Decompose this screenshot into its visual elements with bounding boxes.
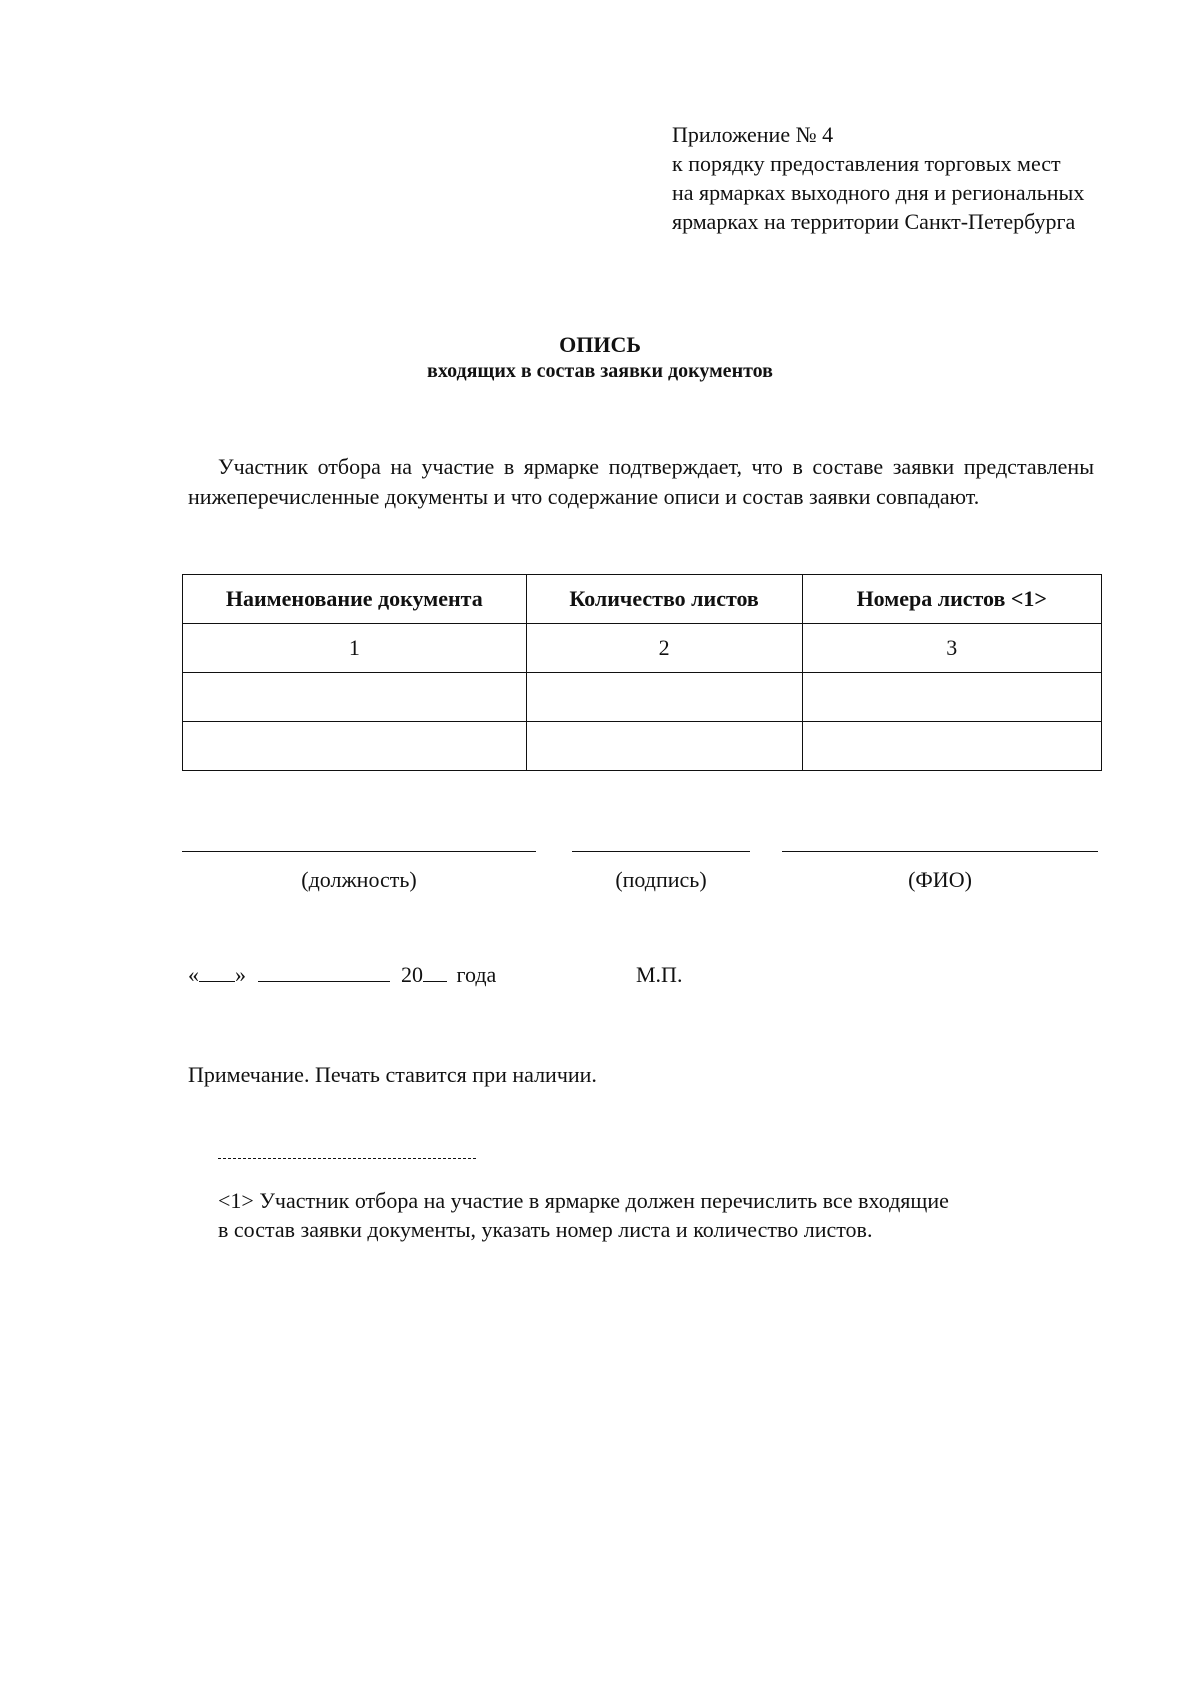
intro-paragraph: Участник отбора на участие в ярмарке подтверждает, что в составе заявки представлены нижеперечисленные документы и что содержание описи и состав заявки совпадают. (188, 454, 1094, 509)
appendix-line: на ярмарках выходного дня и региональных (672, 180, 1085, 205)
table-row (183, 722, 1102, 771)
open-quote: « (188, 962, 199, 987)
close-quote: » (235, 962, 246, 987)
footnote-line: в состав заявки документы, указать номер листа и количество листов. (218, 1217, 873, 1242)
day-blank (199, 963, 235, 982)
table-cell[interactable] (183, 673, 527, 722)
signature-line (572, 851, 750, 852)
table-cell[interactable] (802, 722, 1101, 771)
footnote-line: <1> Участник отбора на участие в ярмарке должен перечислить все входящие (218, 1188, 949, 1213)
note: Примечание. Печать ставится при наличии. (188, 1062, 597, 1087)
table-cell[interactable] (526, 722, 802, 771)
year-blank (423, 963, 447, 982)
appendix-line: Приложение № 4 (672, 122, 834, 147)
position-line (182, 851, 536, 852)
stamp-place: М.П. (636, 962, 683, 987)
column-header-count: Количество листов (526, 575, 802, 624)
table-cell[interactable] (802, 673, 1101, 722)
appendix-line: к порядку предоставления торговых мест (672, 151, 1061, 176)
column-header-name: Наименование документа (183, 575, 527, 624)
signature-label: (подпись) (615, 867, 707, 892)
year-prefix: 20 (401, 962, 423, 987)
footnote (218, 1186, 949, 1244)
column-number: 1 (183, 624, 527, 673)
month-blank (258, 963, 390, 982)
table-cell[interactable] (183, 722, 527, 771)
table-row (183, 673, 1102, 722)
table-header-row (183, 575, 1102, 624)
column-number: 3 (802, 624, 1101, 673)
appendix-line: ярмарках на территории Санкт-Петербурга (672, 209, 1076, 234)
name-line (782, 851, 1098, 852)
date-line (188, 962, 496, 988)
documents-table (182, 574, 1102, 771)
appendix-header (672, 120, 1084, 236)
year-suffix: года (456, 962, 497, 987)
footnote-separator (218, 1158, 476, 1159)
document-subtitle: входящих в состав заявки документов (427, 360, 773, 382)
column-header-numbers: Номера листов <1> (802, 575, 1101, 624)
name-label: (ФИО) (908, 867, 972, 892)
position-label: (должность) (301, 867, 417, 892)
column-number: 2 (526, 624, 802, 673)
table-number-row (183, 624, 1102, 673)
document-title: ОПИСЬ (559, 332, 641, 357)
table-cell[interactable] (526, 673, 802, 722)
